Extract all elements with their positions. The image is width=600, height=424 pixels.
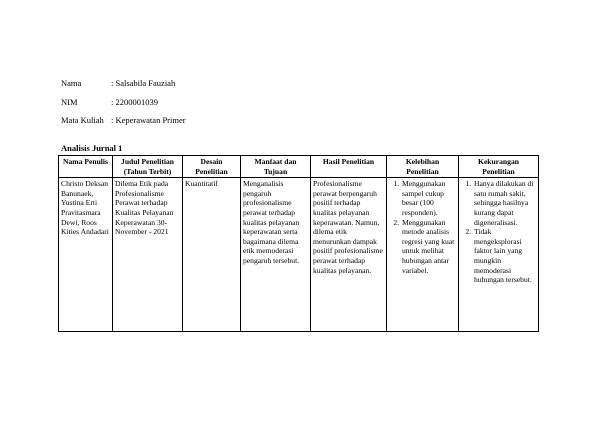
strengths-list [389, 179, 456, 275]
weaknesses-list [461, 179, 536, 285]
table-row [59, 178, 539, 332]
nim-value: : 2200001039 [111, 96, 158, 107]
cell-weaknesses [459, 178, 539, 332]
weakness-item: 2. Tidak mengeksplorasi faktor lain yang mungkin memoderasi hubungan tersebut. [473, 227, 536, 285]
cell-authors: Christo Deksan Banunaek, Yustina Erti Pravitasmara Dewi, Roos Kities Andadari [59, 178, 113, 332]
name-label: Nama [61, 78, 82, 88]
header-design: Desain Penelitian [183, 156, 241, 178]
strength-item: 2. Menggunakan metode analisis regresi yang kuat untuk melihat hubungan antar variabel. [401, 218, 456, 276]
course-value: : Keperawatan Primer [111, 115, 186, 125]
header-authors: Nama Penulis [59, 156, 113, 178]
cell-results: Profesionalisme perawat berpengaruh positif terhadap kualitas pelayanan keperawatan. Namun, dilema etik menurunkan dampak positif profesionalisme perawat terhadap kualitas pelayanan. [311, 178, 387, 332]
header-title: Judul Penelitian (Tahun Terbit) [113, 156, 183, 178]
name-value: : Salsabila Fauziah [111, 78, 176, 88]
header-strengths: Kelebihan Penelitian [387, 156, 459, 178]
course-label: Mata Kuliah [61, 115, 104, 125]
header-weaknesses: Kekurangan Penelitian [459, 156, 539, 178]
nim-label: NIM [61, 96, 78, 107]
cell-design: Kuantitatif [183, 178, 241, 332]
cell-strengths [387, 178, 459, 332]
cell-title: Dilema Etik pada Profesionalisme Perawat terhadap Kualitas Pelayanan Keperawatan 30- November - 2021 [113, 178, 183, 332]
header-purpose: Manfaat dan Tujuan [241, 156, 311, 178]
table-header-row [59, 156, 539, 178]
header-results: Hasil Penelitian [311, 156, 387, 178]
strength-item: 1. Menggunakan sampel cukup besar (100 responden). [401, 179, 456, 217]
section-heading: Analisis Jurnal 1 [61, 143, 123, 153]
weakness-item: 1. Hanya dilakukan di satu rumah sakit, sehingga hasilnya kurang dapat digeneralisasi. [473, 179, 536, 227]
journal-analysis-table [58, 155, 539, 332]
cell-purpose: Menganalisis pengaruh profesionalisme perawat terhadap kualitas pelayanan keperawatan serta bagaimana dilema etik memoderasi pengaruh tersebut. [241, 178, 311, 332]
